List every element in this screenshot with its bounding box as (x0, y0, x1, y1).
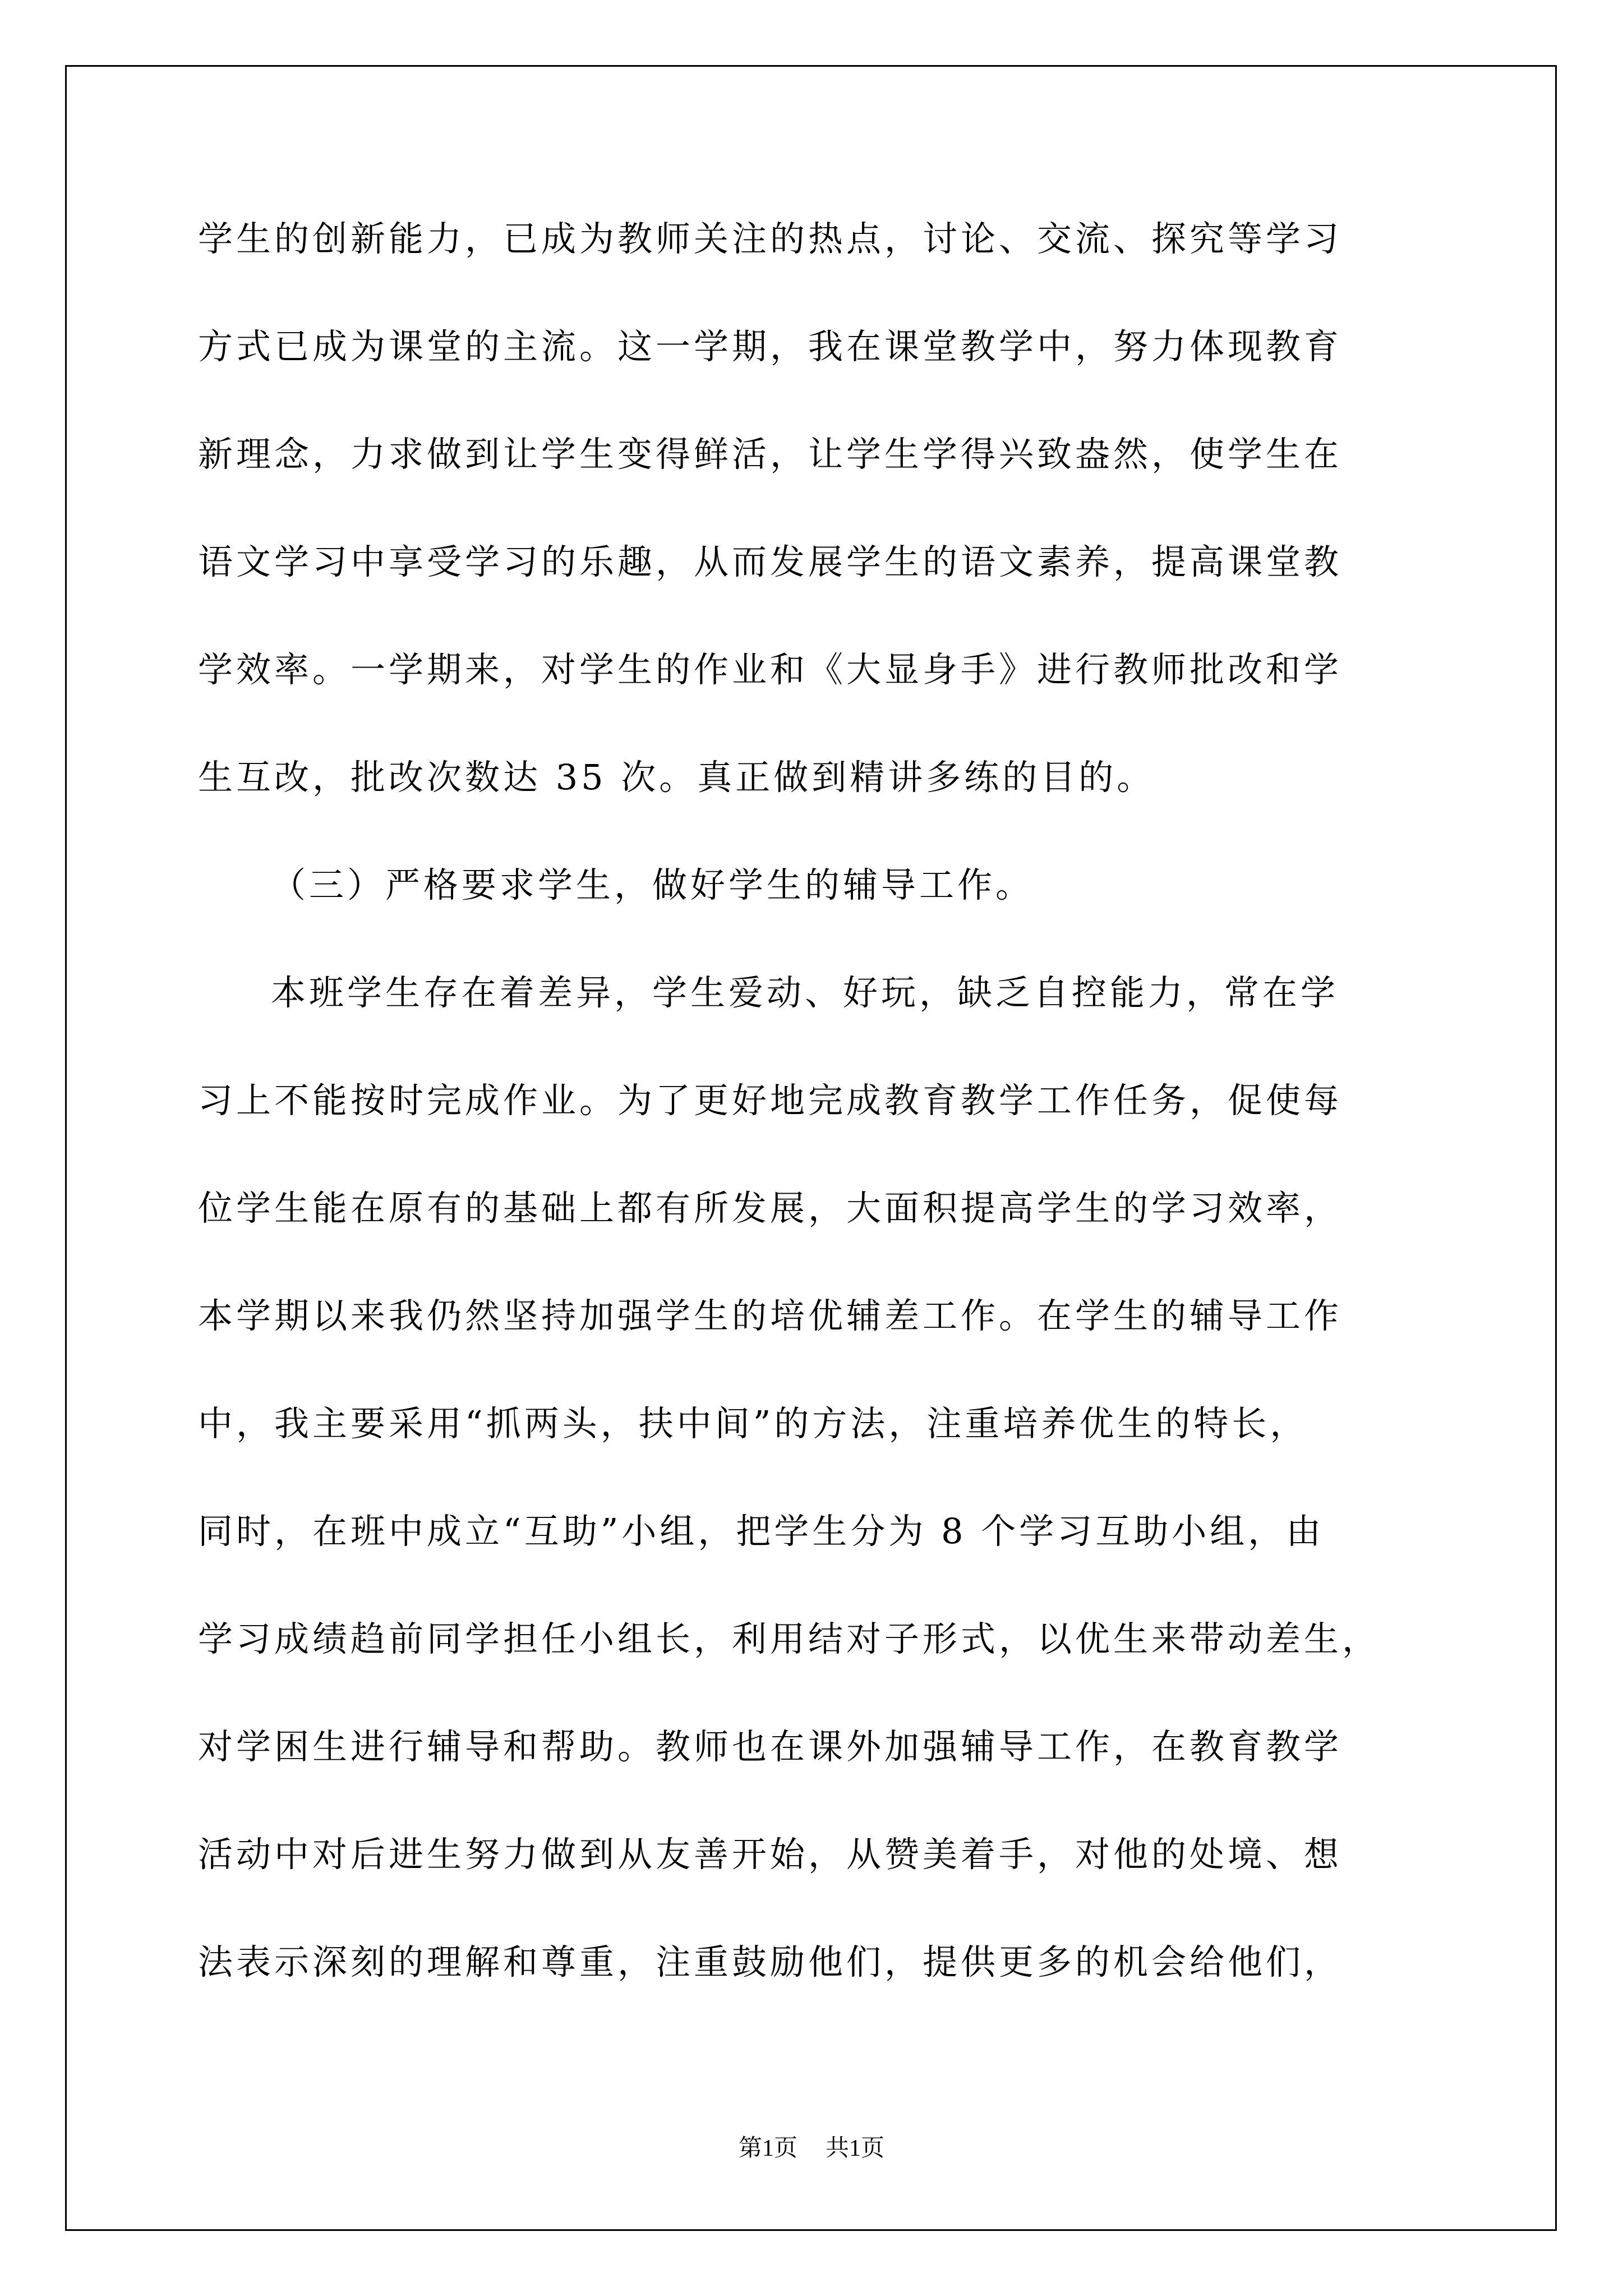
page-total: 共1页 (826, 2136, 885, 2161)
text-line: 学习成绩趋前同学担任小组长，利用结对子形式，以优生来带动差生， (198, 1618, 1381, 1659)
text-line: 学效率。一学期来，对学生的作业和《大显身手》进行教师批改和学 (198, 649, 1343, 690)
paragraph-start-line: 本班学生存在着差异，学生爱动、好玩，缺乏自控能力，常在学 (271, 972, 1339, 1013)
text-line: 习上不能按时完成作业。为了更好地完成教育教学工作任务，促使每 (198, 1080, 1343, 1121)
text-line: 同时，在班中成立“互助”小组，把学生分为 8 个学习互助小组，由 (198, 1511, 1325, 1552)
text-line: 方式已成为课堂的主流。这一学期，我在课堂教学中，努力体现教育 (198, 326, 1343, 367)
text-line: 语文学习中享受学习的乐趣，从而发展学生的语文素养，提高课堂教 (198, 541, 1343, 582)
page-number: 第1页 (738, 2136, 797, 2161)
page-footer (0, 2134, 1623, 2162)
text-line: 法表示深刻的理解和尊重，注重鼓励他们，提供更多的机会给他们， (198, 1941, 1343, 1982)
text-line: 位学生能在原有的基础上都有所发展，大面积提高学生的学习效率， (198, 1188, 1343, 1228)
text-line: 中，我主要采用“抓两头，扶中间”的方法，注重培养优生的特长， (198, 1403, 1308, 1444)
section-heading: （三）严格要求学生，做好学生的辅导工作。 (271, 864, 1034, 905)
text-line: 学生的创新能力，已成为教师关注的热点，讨论、交流、探究等学习 (198, 218, 1343, 259)
text-line: 对学困生进行辅导和帮助。教师也在课外加强辅导工作，在教育教学 (198, 1726, 1343, 1767)
document-body (198, 219, 1421, 2050)
text-line: 生互改，批改次数达 35 次。真正做到精讲多练的目的。 (198, 757, 1155, 798)
text-line: 本学期以来我仍然坚持加强学生的培优辅差工作。在学生的辅导工作 (198, 1295, 1343, 1336)
text-line: 新理念，力求做到让学生变得鲜活，让学生学得兴致盎然，使学生在 (198, 434, 1343, 475)
text-line: 活动中对后进生努力做到从友善开始，从赞美着手，对他的处境、想 (198, 1834, 1343, 1875)
